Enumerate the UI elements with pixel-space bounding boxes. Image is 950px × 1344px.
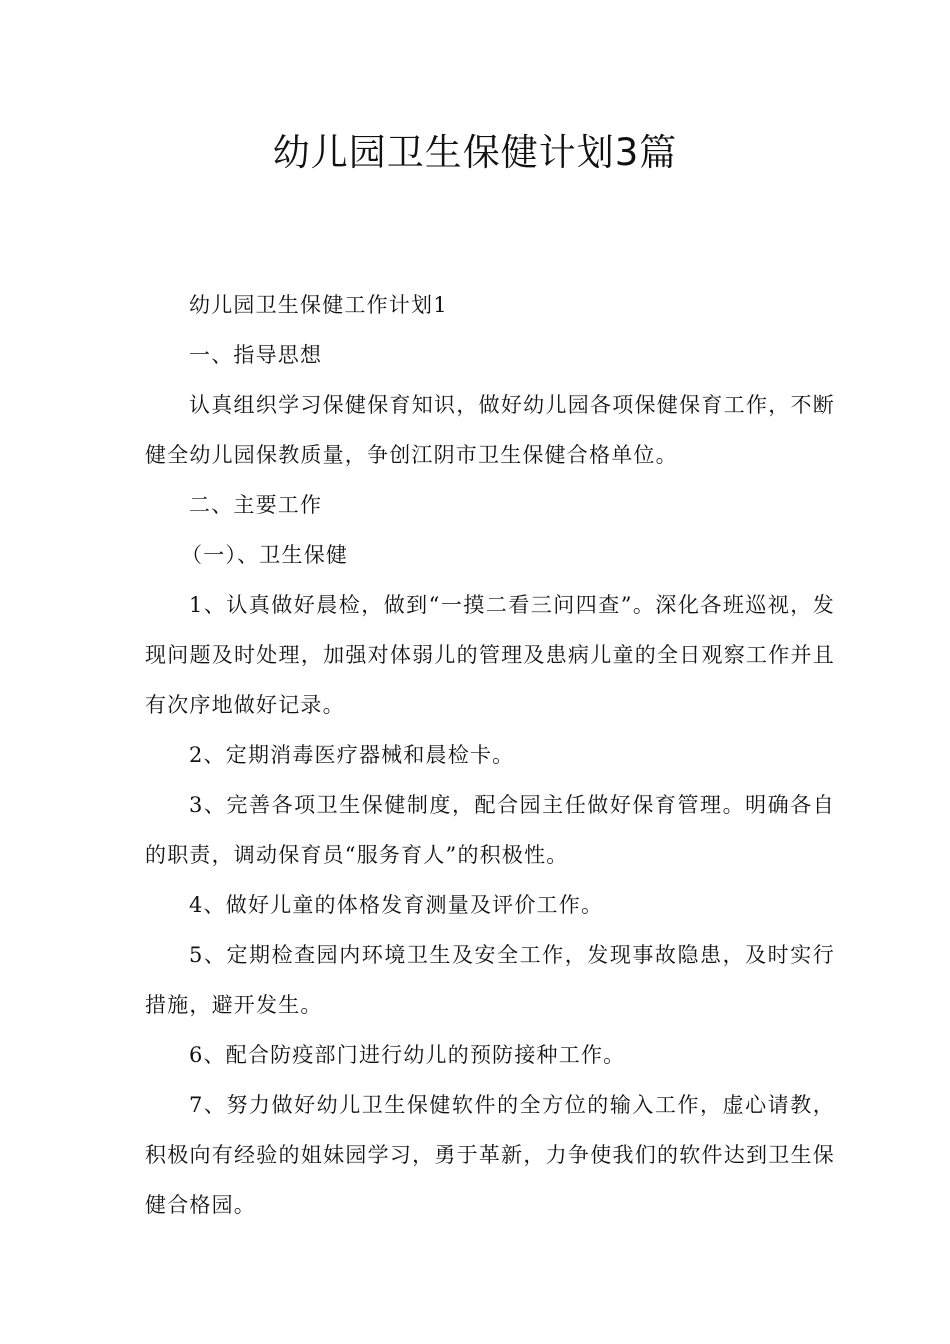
list-item-5: 5、定期检查园内环境卫生及安全工作，发现事故隐患，及时实行措施，避开发生。: [145, 943, 835, 1017]
heading-guiding-ideology: 一、指导思想: [189, 343, 323, 367]
list-item-3: 3、完善各项卫生保健制度，配合园主任做好保育管理。明确各自的职责，调动保育员“服务育人”的积极性。: [145, 793, 835, 867]
document-body: [145, 280, 835, 1230]
paragraph-guiding-ideology: 认真组织学习保健保育知识，做好幼儿园各项保健保育工作，不断健全幼儿园保教质量，争创江阴市卫生保健合格单位。: [145, 393, 835, 467]
list-item-4: 4、做好儿童的体格发育测量及评价工作。: [189, 893, 604, 917]
subheading-health-care: （一）、卫生保健: [181, 543, 349, 567]
section-heading-plan-1: 幼儿园卫生保健工作计划1: [189, 293, 448, 317]
heading-main-work: 二、主要工作: [189, 493, 323, 517]
list-item-6: 6、配合防疫部门进行幼儿的预防接种工作。: [189, 1043, 626, 1067]
list-item-1: 1、认真做好晨检，做到“一摸二看三问四查”。深化各班巡视，发现问题及时处理，加强对体弱儿的管理及患病儿童的全日观察工作并且有次序地做好记录。: [145, 593, 835, 717]
list-item-7: 7、努力做好幼儿卫生保健软件的全方位的输入工作，虚心请教，积极向有经验的姐妹园学习，勇于革新，力争使我们的软件达到卫生保健合格园。: [145, 1093, 835, 1217]
list-item-2: 2、定期消毒医疗器械和晨检卡。: [189, 743, 515, 767]
document-title: 幼儿园卫生保健计划3篇: [272, 131, 678, 174]
